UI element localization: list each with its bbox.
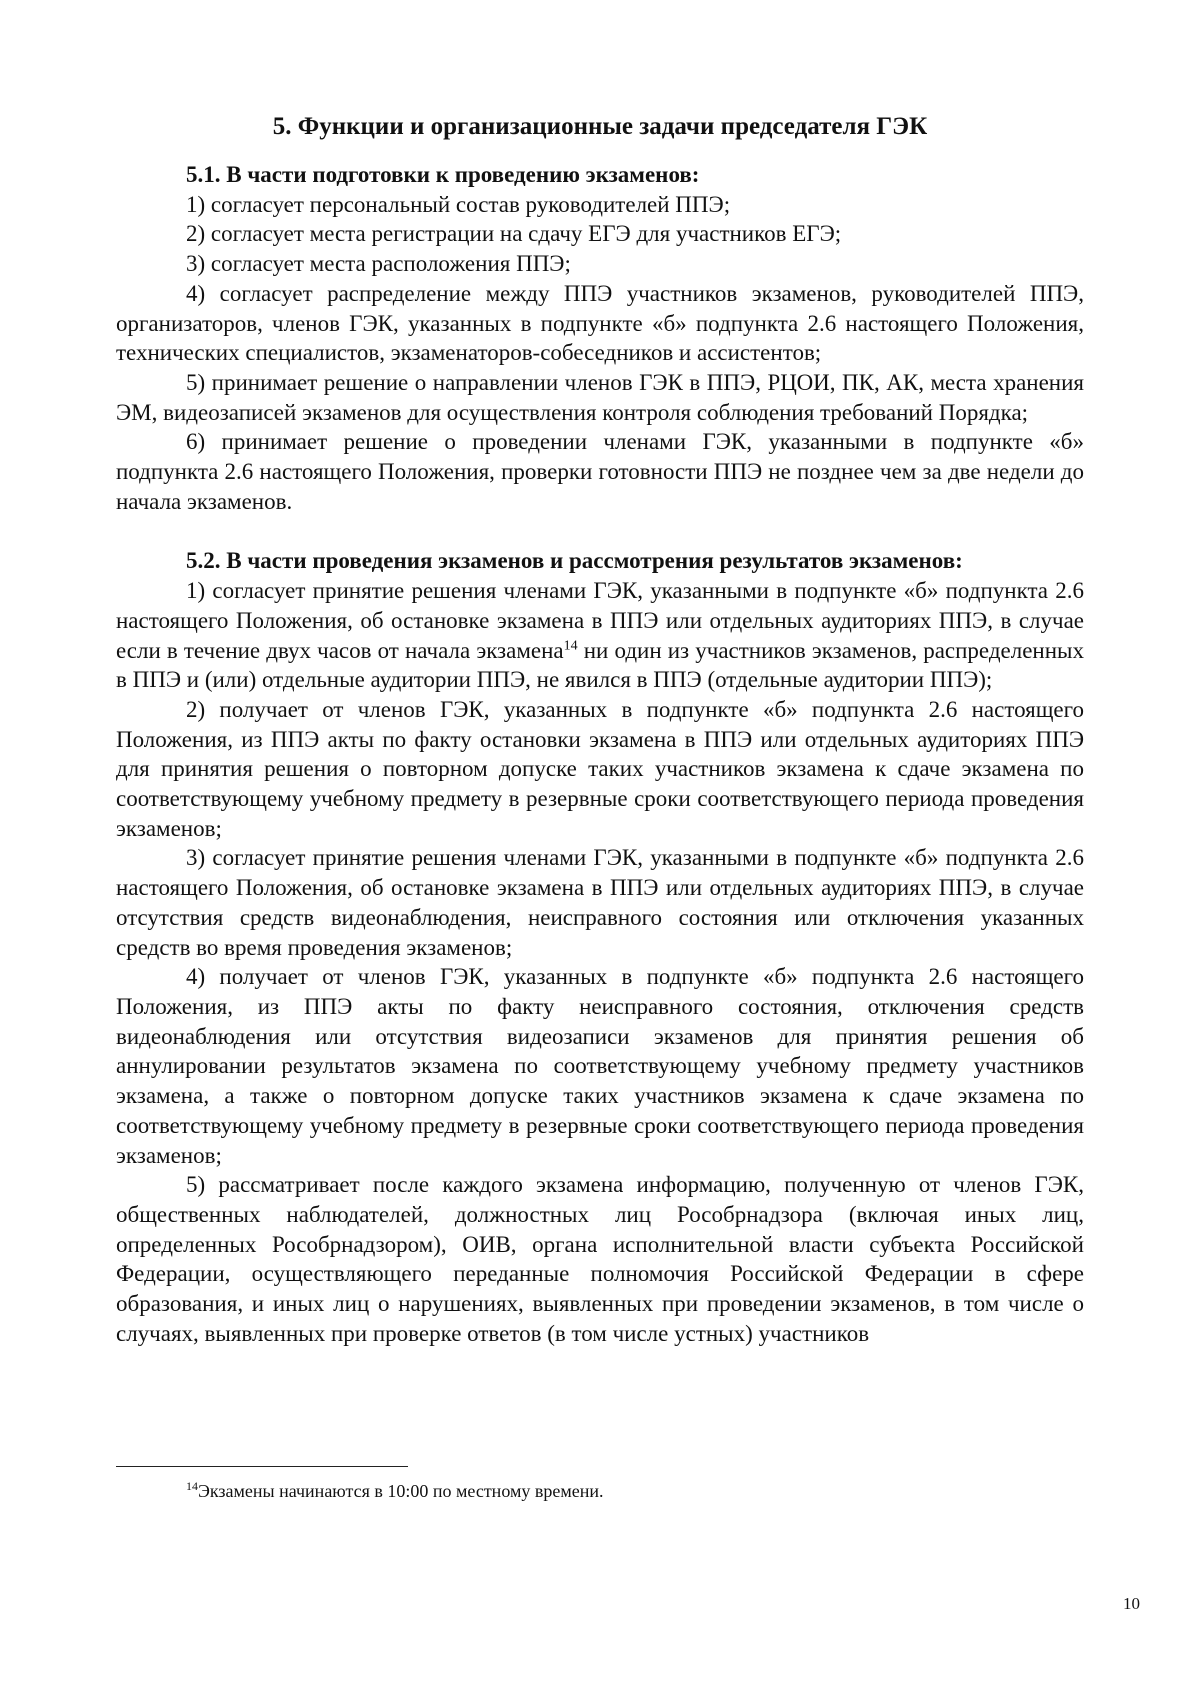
footnote-reference: 14	[563, 637, 578, 653]
footnote-number: 14	[186, 1479, 198, 1493]
section-title: 5. Функции и организационные задачи председателя ГЭК	[272, 113, 928, 140]
list-item: 1) согласует персональный состав руководителей ППЭ;	[186, 191, 731, 217]
footnote-divider	[116, 1466, 408, 1467]
list-item-text: ни один из участников экзаменов, распределенных в ППЭ и (или) отдельные аудитории ППЭ, не явился в ППЭ (отдельные аудитории ППЭ);	[116, 637, 1084, 693]
list-item: 3) согласует принятие решения членами ГЭК, указанными в подпункте «б» подпункта 2.6 настоящего Положения, об остановке экзамена в ППЭ или отдельных аудиториях ППЭ, в случае отсутствия средств видеонаблюдения, неисправного состояния или отключения указанных средств во время проведения экзаменов;	[116, 845, 1084, 960]
footnote-text: Экзамены начинаются в 10:00 по местному времени.	[198, 1481, 604, 1501]
list-item-text: 1) согласует принятие решения членами ГЭК, указанными в подпункте «б» подпункта 2.6 настоящего Положения, об остановке экзамена в ППЭ или отдельных аудиториях ППЭ, в случае если в течение двух часов от начала экзамена	[116, 578, 1084, 663]
list-item: 6) принимает решение о проведении членами ГЭК, указанными в подпункте «б» подпункта 2.6 настоящего Положения, проверки готовности ППЭ не позднее чем за две недели до начала экзаменов.	[116, 429, 1084, 514]
list-item: 5) принимает решение о направлении членов ГЭК в ППЭ, РЦОИ, ПК, АК, места хранения ЭМ, видеозаписей экзаменов для осуществления контроля соблюдения требований Порядка;	[116, 369, 1084, 425]
subsection-heading-5-2: 5.2. В части проведения экзаменов и рассмотрения результатов экзаменов:	[186, 548, 963, 574]
list-item	[116, 576, 1084, 695]
list-item: 2) согласует места регистрации на сдачу ЕГЭ для участников ЕГЭ;	[186, 221, 842, 247]
page-number: 10	[1123, 1594, 1140, 1613]
list-item: 3) согласует места расположения ППЭ;	[186, 251, 571, 277]
list-item: 2) получает от членов ГЭК, указанных в подпункте «б» подпункта 2.6 настоящего Положения, из ППЭ акты по факту остановки экзамена в ППЭ или отдельных аудиториях ППЭ для принятия решения о повторном допуске таких участников экзамена к сдаче экзамена по соответствующему учебному предмету в резервные сроки соответствующего периода проведения экзаменов;	[116, 696, 1084, 841]
list-item: 5) рассматривает после каждого экзамена информацию, полученную от членов ГЭК, общественных наблюдателей, должностных лиц Рособрнадзора (включая иных лиц, определенных Рособрнадзором), ОИВ, органа исполнительной власти субъекта Российской Федерации, осуществляющего переданные полномочия Российской Федерации в сфере образования, и иных лиц о нарушениях, выявленных при проведении экзаменов, в том числе о случаях, выявленных при проверке ответов (в том числе устных) участников	[116, 1172, 1084, 1346]
document-body	[116, 160, 1084, 1348]
list-item: 4) получает от членов ГЭК, указанных в подпункте «б» подпункта 2.6 настоящего Положения, из ППЭ акты по факту неисправного состояния, отключения средств видеонаблюдения или отсутствия видеозаписи экзаменов для принятия решения об аннулировании результатов экзамена по соответствующему учебному предмету участников экзамена, а также о повторном допуске таких участников экзамена к сдаче экзамена по соответствующему учебному предмету в резервные сроки соответствующего периода проведения экзаменов;	[116, 964, 1084, 1168]
list-item: 4) согласует распределение между ППЭ участников экзаменов, руководителей ППЭ, организаторов, членов ГЭК, указанных в подпункте «б» подпункта 2.6 настоящего Положения, технических специалистов, экзаменаторов-собеседников и ассистентов;	[116, 280, 1084, 366]
footnote	[186, 1480, 1084, 1502]
subsection-heading-5-1: 5.1. В части подготовки к проведению экзаменов:	[186, 162, 700, 187]
